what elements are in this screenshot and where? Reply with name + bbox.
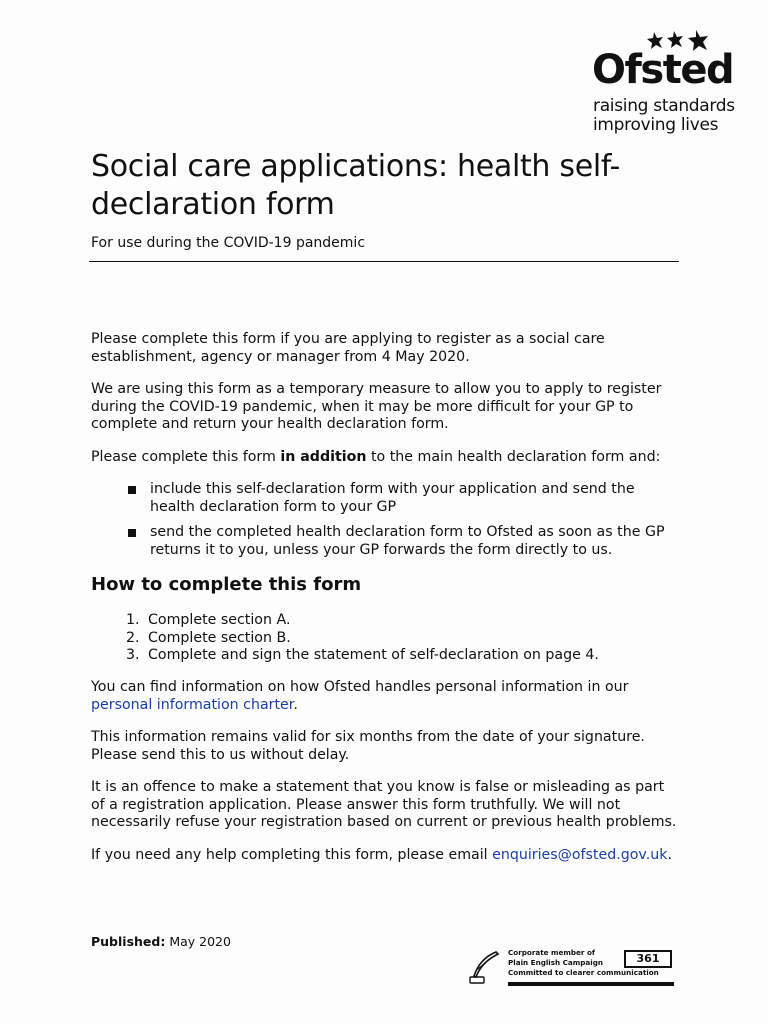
intro-paragraph-3: [91, 449, 681, 467]
bullet-text: send the completed health declaration form to Ofsted as soon as the GP returns it to you, unless your GP forwards the form directly to us.: [150, 524, 665, 558]
pec-line-3: Committed to clearer communication: [508, 968, 659, 977]
list-item: [91, 524, 681, 559]
logo-wordmark: Ofsted: [592, 47, 734, 93]
published-value: May 2020: [165, 934, 231, 949]
title-divider: [89, 261, 679, 262]
p3-text-end: to the main health declaration form and:: [366, 449, 661, 465]
help-period: .: [667, 847, 672, 863]
steps-list: [91, 612, 599, 665]
step-text: Complete section A.: [148, 612, 291, 628]
plain-english-campaign-badge: [466, 946, 676, 992]
step-text: Complete section B.: [148, 629, 291, 646]
logo-tagline-1: raising standards: [593, 96, 735, 116]
published-label: Published:: [91, 934, 166, 949]
charter-period: .: [293, 696, 298, 713]
pec-line-1: Corporate member of: [508, 948, 596, 957]
charter-text: You can find information on how Ofsted handles personal information in our: [91, 679, 629, 695]
how-to-heading: How to complete this form: [91, 574, 362, 595]
document-subtitle: For use during the COVID-19 pandemic: [91, 235, 366, 251]
step-number: 2.: [126, 629, 140, 646]
ofsted-logo: [590, 30, 735, 140]
logo-tagline-2: improving lives: [593, 115, 719, 135]
enquiries-email-link[interactable]: enquiries@ofsted.gov.uk: [492, 847, 668, 863]
personal-information-charter-link[interactable]: personal information charter: [91, 696, 294, 713]
step-item: [91, 647, 599, 665]
charter-paragraph: [91, 679, 681, 714]
bullet-text: include this self-declaration form with your application and send the health declaration form to your GP: [150, 481, 635, 515]
pec-member-number: 361: [624, 950, 672, 968]
instruction-bullets: [91, 481, 681, 567]
bullet-square-icon: [128, 529, 136, 537]
step-number: 1.: [126, 612, 140, 628]
step-item: [91, 630, 599, 648]
pec-underline: [508, 982, 674, 986]
list-item: [91, 481, 681, 516]
step-text: Complete and sign the statement of self-declaration on page 4.: [148, 647, 599, 663]
intro-paragraph-2: We are using this form as a temporary measure to allow you to apply to register during the COVID-19 pandemic, when it may be more difficult for your GP to complete and return your health declaration form.: [91, 381, 662, 432]
pec-line-2: Plain English Campaign: [508, 958, 603, 967]
intro-paragraph-1: Please complete this form if you are applying to register as a social care establishment, agency or manager from 4 May 2020.: [91, 331, 605, 365]
help-paragraph: [91, 847, 681, 865]
quill-icon: [466, 950, 502, 986]
published-date: [91, 934, 231, 949]
document-title: Social care applications: health self-declaration form: [91, 149, 621, 222]
step-number: 3.: [126, 647, 140, 663]
bullet-square-icon: [128, 486, 136, 494]
step-item: [91, 612, 599, 630]
p3-bold-text: in addition: [280, 449, 367, 465]
p3-text-start: Please complete this form: [91, 449, 281, 465]
offence-paragraph: It is an offence to make a statement that you know is false or misleading as part of a registration application. Please answer this form truthfully. We will not necessarily refuse your registration based on current or previous health problems.: [91, 779, 677, 830]
validity-paragraph: This information remains valid for six months from the date of your signature. Please send this to us without delay.: [91, 729, 645, 763]
help-text: If you need any help completing this form, please email: [91, 847, 493, 863]
